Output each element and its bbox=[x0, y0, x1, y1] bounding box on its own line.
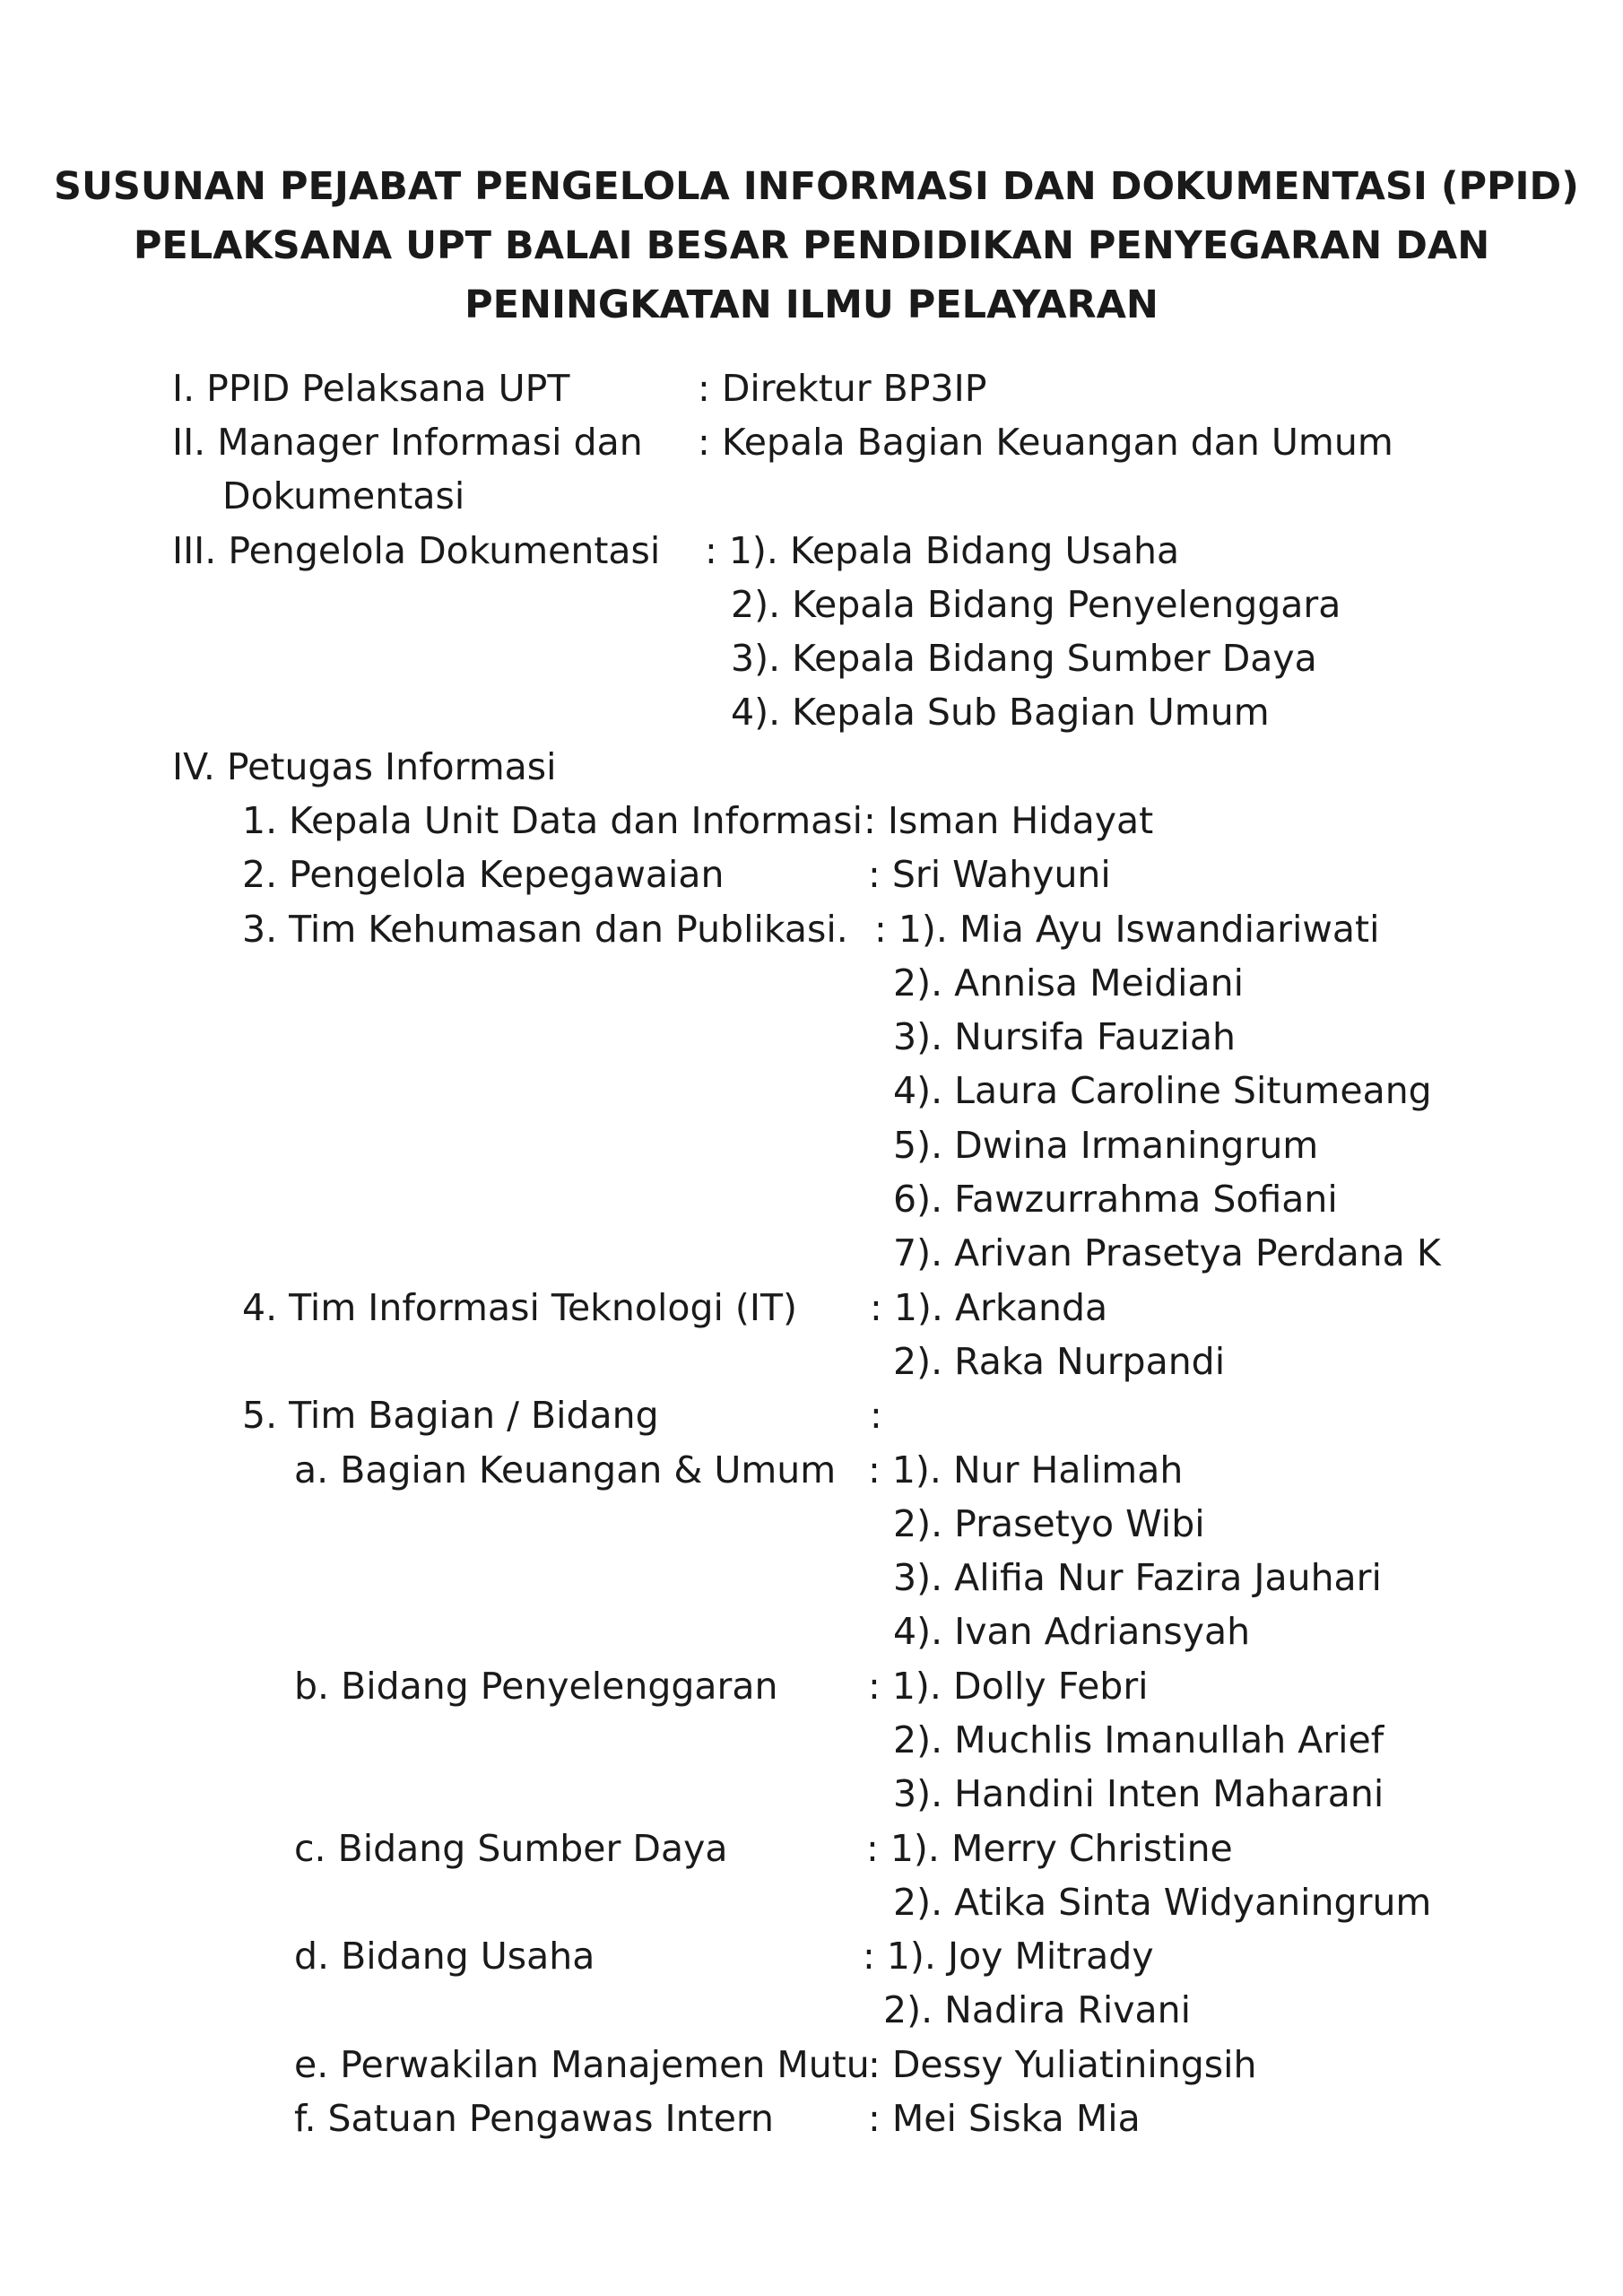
document-title bbox=[54, 157, 1579, 335]
subitem-b-label: b. Bidang Penyelenggaran bbox=[294, 1665, 778, 1708]
subitem-c-label: c. Bidang Sumber Daya bbox=[294, 1827, 728, 1870]
subitem-d-label: d. Bidang Usaha bbox=[294, 1935, 595, 1978]
subitem-f-label: f. Satuan Pengawas Intern bbox=[294, 2097, 775, 2140]
item-4-member-1: : 1). Arkanda bbox=[870, 1286, 1108, 1329]
subitem-d-member-2: 2). Nadira Rivani bbox=[883, 1988, 1192, 2031]
item-3-member-3: 3). Nursifa Fauziah bbox=[893, 1015, 1236, 1058]
subitem-a-member-2: 2). Prasetyo Wibi bbox=[893, 1502, 1205, 1545]
section-2-value: : Kepala Bagian Keuangan dan Umum bbox=[698, 421, 1393, 464]
subitem-c-member-2: 2). Atika Sinta Widyaningrum bbox=[893, 1881, 1432, 1924]
item-5-label: 5. Tim Bagian / Bidang bbox=[242, 1394, 659, 1437]
item-5-colon: : bbox=[870, 1394, 882, 1437]
item-3-member-5: 5). Dwina Irmaningrum bbox=[893, 1124, 1319, 1167]
subitem-d-member-1: : 1). Joy Mitrady bbox=[863, 1935, 1154, 1978]
item-3-label: 3. Tim Kehumasan dan Publikasi. bbox=[242, 908, 848, 951]
item-2-value: : Sri Wahyuni bbox=[868, 853, 1111, 896]
section-3-label: III. Pengelola Dokumentasi bbox=[172, 529, 661, 572]
title-line-1: SUSUNAN PEJABAT PENGELOLA INFORMASI DAN DOKUMENTASI (PPID) bbox=[54, 164, 1579, 209]
title-line-2: PELAKSANA UPT BALAI BESAR PENDIDIKAN PENYEGARAN DAN bbox=[133, 223, 1490, 268]
item-3-member-2: 2). Annisa Meidiani bbox=[893, 961, 1244, 1004]
section-3-item-2: 2). Kepala Bidang Penyelenggara bbox=[731, 583, 1341, 626]
item-3-member-4: 4). Laura Caroline Situmeang bbox=[893, 1069, 1432, 1112]
subitem-a-member-3: 3). Alifia Nur Fazira Jauhari bbox=[893, 1556, 1382, 1599]
subitem-a-member-4: 4). Ivan Adriansyah bbox=[893, 1610, 1251, 1653]
item-3-member-1: : 1). Mia Ayu Iswandiariwati bbox=[874, 908, 1380, 951]
section-4-label: IV. Petugas Informasi bbox=[172, 745, 557, 788]
section-1-value: : Direktur BP3IP bbox=[698, 367, 987, 410]
item-2-label: 2. Pengelola Kepegawaian bbox=[242, 853, 725, 896]
item-1-value: : Isman Hidayat bbox=[864, 799, 1154, 842]
item-1-label: 1. Kepala Unit Data dan Informasi bbox=[242, 799, 864, 842]
section-3-item-1: : 1). Kepala Bidang Usaha bbox=[705, 529, 1180, 572]
subitem-c-member-1: : 1). Merry Christine bbox=[866, 1827, 1233, 1870]
section-1-label: I. PPID Pelaksana UPT bbox=[172, 367, 570, 410]
subitem-a-label: a. Bagian Keuangan & Umum bbox=[294, 1448, 837, 1492]
subitem-e-value: : Dessy Yuliatiningsih bbox=[868, 2043, 1257, 2086]
subitem-a-member-1: : 1). Nur Halimah bbox=[868, 1448, 1184, 1492]
item-3-member-7: 7). Arivan Prasetya Perdana K bbox=[893, 1231, 1441, 1274]
section-2-label: II. Manager Informasi dan bbox=[172, 421, 643, 464]
item-3-member-6: 6). Fawzurrahma Sofiani bbox=[893, 1178, 1338, 1221]
section-3-item-4: 4). Kepala Sub Bagian Umum bbox=[731, 691, 1270, 734]
subitem-b-member-1: : 1). Dolly Febri bbox=[868, 1665, 1149, 1708]
section-2-label-cont: Dokumentasi bbox=[222, 474, 465, 517]
item-4-label: 4. Tim Informasi Teknologi (IT) bbox=[242, 1286, 798, 1329]
subitem-b-member-2: 2). Muchlis Imanullah Arief bbox=[893, 1718, 1384, 1761]
section-3-item-3: 3). Kepala Bidang Sumber Daya bbox=[731, 637, 1317, 680]
subitem-f-value: : Mei Siska Mia bbox=[868, 2097, 1141, 2140]
subitem-b-member-3: 3). Handini Inten Maharani bbox=[893, 1772, 1384, 1815]
subitem-e-label: e. Perwakilan Manajemen Mutu bbox=[294, 2043, 870, 2086]
item-4-member-2: 2). Raka Nurpandi bbox=[893, 1340, 1226, 1383]
title-line-3: PENINGKATAN ILMU PELAYARAN bbox=[464, 283, 1159, 327]
